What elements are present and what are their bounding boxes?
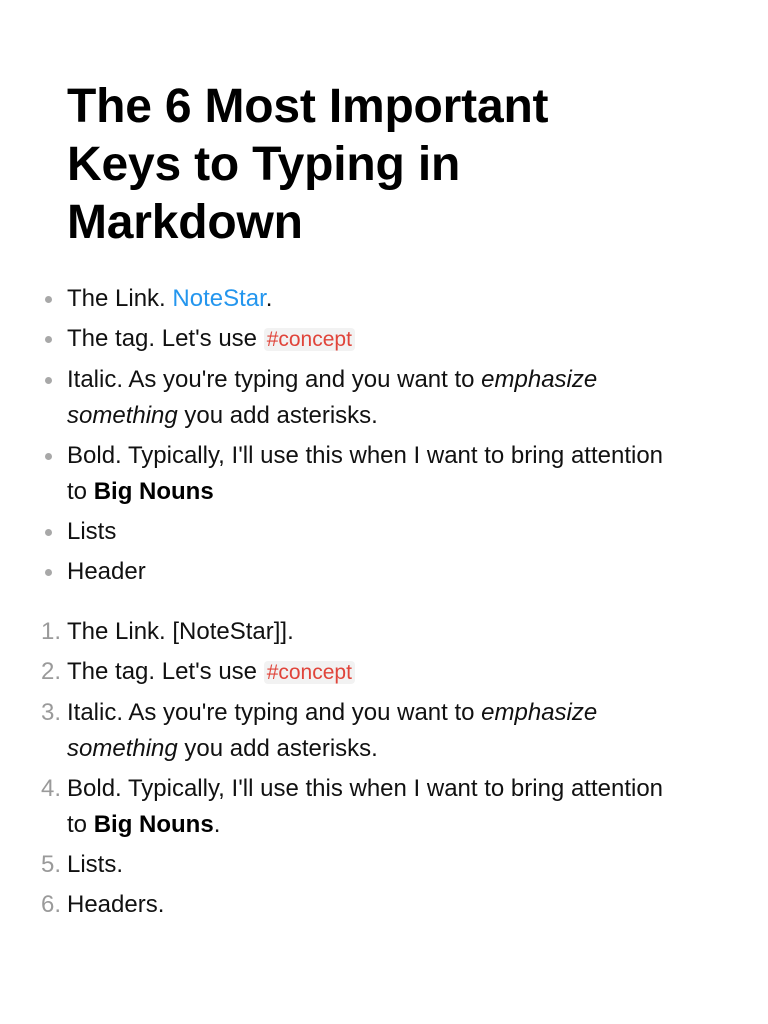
concept-tag[interactable]: #concept [264, 328, 355, 351]
list-item: The tag. Let's use #concept [67, 321, 672, 358]
list-item: The Link. NoteStar. [67, 281, 672, 317]
list-number: 5. [40, 851, 61, 878]
bullet-marker [45, 296, 52, 303]
bullet-marker [45, 377, 52, 384]
list-item: Italic. As you're typing and you want to emphasize something you add asterisks. [67, 362, 672, 434]
page-title: The 6 Most Important Keys to Typing in Markdown [67, 80, 549, 249]
notestar-link[interactable]: NoteStar [172, 285, 266, 312]
list-item: 2. The tag. Let's use #concept [67, 654, 672, 691]
list-number: 1. [40, 618, 61, 645]
list-item: Bold. Typically, I'll use this when I want to bring attention to Big Nouns [67, 438, 672, 510]
list-item: Lists [67, 514, 672, 550]
bullet-marker [45, 453, 52, 460]
bullet-marker [45, 529, 52, 536]
bullet-list [67, 281, 672, 590]
bold-text: Big Nouns [93, 811, 214, 838]
italic-text: emphasize something [67, 366, 598, 429]
list-item: 5. Lists. [67, 847, 672, 883]
list-number: 4. [40, 775, 61, 802]
list-item: 4. Bold. Typically, I'll use this when I want to bring attention to Big Nouns. [67, 771, 672, 843]
bold-text: Big Nouns [93, 478, 214, 505]
list-number: 2. [40, 658, 61, 685]
list-item: 3. Italic. As you're typing and you want to emphasize something you add asterisks. [67, 695, 672, 767]
italic-text: emphasize something [67, 699, 598, 762]
list-item: Header [67, 554, 672, 590]
concept-tag[interactable]: #concept [264, 661, 355, 684]
list-number: 6. [40, 891, 61, 918]
numbered-list [40, 614, 672, 923]
list-number: 3. [40, 699, 61, 726]
list-item: 1. The Link. [NoteStar]]. [67, 614, 672, 650]
bullet-marker [45, 336, 52, 343]
list-item: 6. Headers. [67, 887, 672, 923]
bullet-marker [45, 569, 52, 576]
